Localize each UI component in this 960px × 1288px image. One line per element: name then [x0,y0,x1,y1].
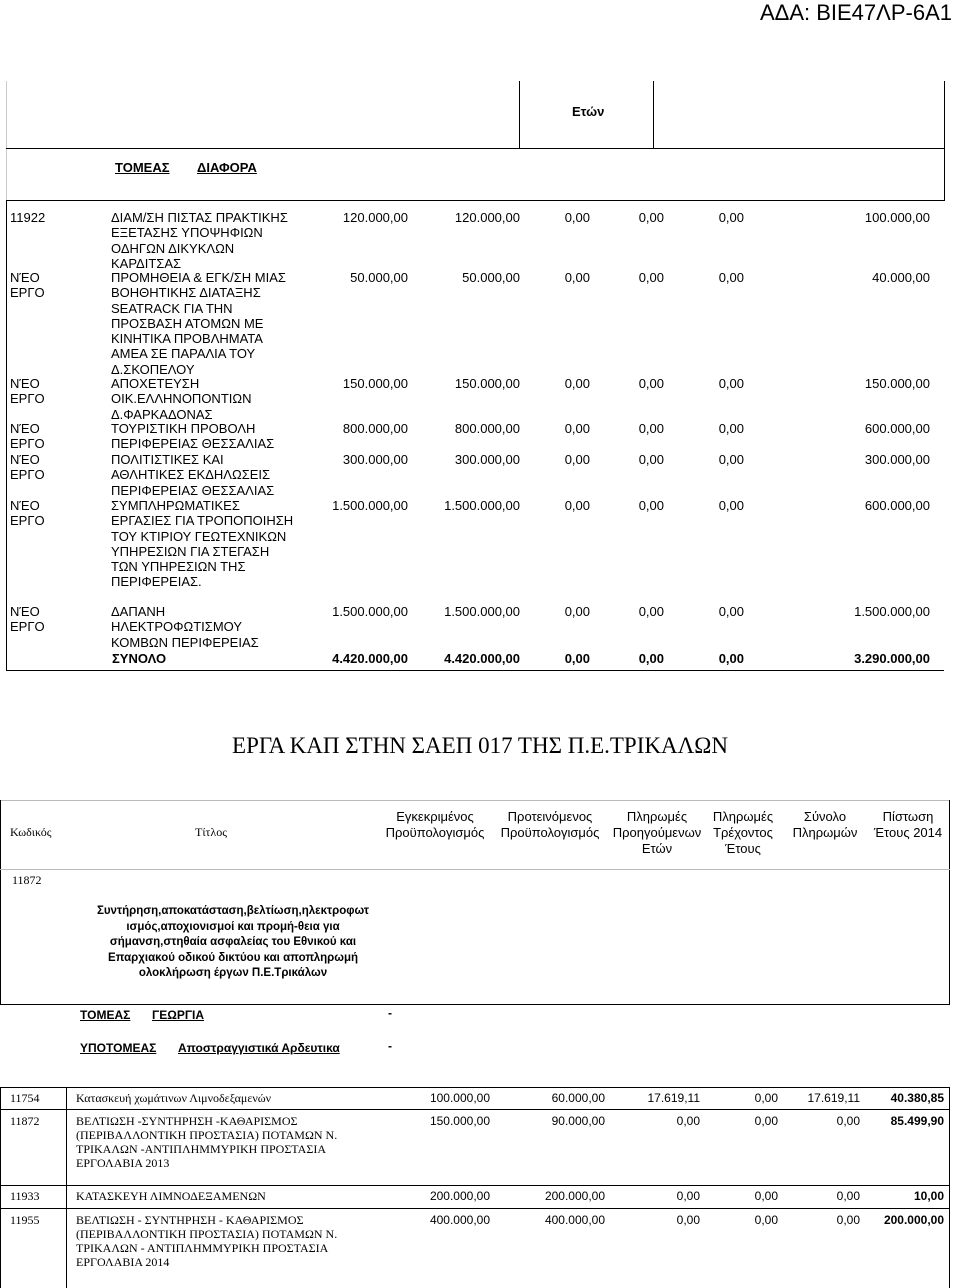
ada-code: ΑΔΑ: ΒΙΕ47ΛΡ-6Α1 [759,0,952,25]
table3-row-v3: 0,00 [676,1189,700,1203]
table1-row-v5: 0,00 [718,421,744,436]
total-v3: 0,00 [564,651,590,666]
sector-label: ΤΟΜΕΑΣ [115,160,170,175]
table2-row-code: 11872 [12,873,42,887]
table1-row-v5: 0,00 [718,270,744,285]
table1-row-v5: 0,00 [718,498,744,513]
table1-row-v5: 0,00 [718,210,744,225]
table1-row-v4: 0,00 [638,421,664,436]
table1-row-v2: 50.000,00 [462,270,520,285]
table1-row-v3: 0,00 [564,210,590,225]
table3-row-code: 11933 [10,1189,40,1203]
table1-row-title: ΤΟΥΡΙΣΤΙΚΗ ΠΡΟΒΟΛΗ ΠΕΡΙΦΕΡΕΙΑΣ ΘΕΣΣΑΛΙΑΣ [111,421,275,452]
table1-row-code: 11922 [10,210,46,225]
subsector-value: Αποστραγγιστικά Αρδευτικα [178,1041,340,1055]
table1-row-v4: 0,00 [638,270,664,285]
total-v4: 0,00 [638,651,664,666]
table3-row-v1: 200.000,00 [429,1189,490,1203]
table3-row-v1: 100.000,00 [429,1091,490,1105]
table3-row-v6: 85.499,90 [890,1114,944,1128]
table1-row-code: ΝΈΟ ΕΡΓΟ [10,604,45,635]
table3-row-v6: 200.000,00 [883,1213,944,1227]
table3-row-v2: 400.000,00 [544,1213,605,1227]
table1-row-code: ΝΈΟ ΕΡΓΟ [10,270,45,301]
col-header-title: Τίτλος [195,825,227,839]
table3-row-title: ΚΑΤΑΣΚΕΥΗ ΛΙΜΝΟΔΕΞΑΜΕΝΩΝ [76,1189,266,1203]
table1-row-v1: 150.000,00 [342,376,408,391]
table3-row-code: 11872 [10,1114,40,1128]
table3-row-v4: 0,00 [754,1213,778,1227]
table1-row-v1: 1.500.000,00 [332,498,408,513]
table1-row-v2: 1.500.000,00 [444,498,520,513]
col-header-prev-payments: Πληρωμές Προηγούμενων Ετών [612,809,702,856]
table1-row-v1: 1.500.000,00 [332,604,408,619]
table1-row-v4: 0,00 [638,452,664,467]
table1-row-v3: 0,00 [564,604,590,619]
table1-row-v6: 40.000,00 [872,270,930,285]
table3-row-v6: 10,00 [913,1189,944,1203]
table1-row-v2: 150.000,00 [454,376,520,391]
table1-row-v6: 600.000,00 [864,498,930,513]
table3-row-v1: 400.000,00 [429,1213,490,1227]
table1-row-v5: 0,00 [718,604,744,619]
sector-value: ΔΙΑΦΟΡΑ [197,160,257,175]
table1-row-code: ΝΈΟ ΕΡΓΟ [10,498,45,529]
table1-row-v6: 300.000,00 [864,452,930,467]
col-header-total-payments: Σύνολο Πληρωμών [792,809,858,840]
total-v5: 0,00 [718,651,744,666]
table1-row-v1: 800.000,00 [342,421,408,436]
col-header-approved: Εγκεκριμένος Προϋπολογισμός [385,809,485,840]
table3-row-v4: 0,00 [754,1091,778,1105]
table1-row-v2: 120.000,00 [454,210,520,225]
col-header-credit: Πίστωση Έτους 2014 [873,809,943,840]
table3-row-v2: 200.000,00 [544,1189,605,1203]
table1-row-code: ΝΈΟ ΕΡΓΟ [10,421,45,452]
table1-row-code: ΝΈΟ ΕΡΓΟ [10,452,45,483]
table1-row-title: ΔΑΠΑΝΗ ΗΛΕΚΤΡΟΦΩΤΙΣΜΟΥ ΚΟΜΒΩΝ ΠΕΡΙΦΕΡΕΙΑΣ [111,604,259,650]
col-header-current-payments: Πληρωμές Τρέχοντος Έτους [712,809,774,856]
table3-row-v3: 17.619,11 [647,1091,700,1105]
table1-row-title: ΠΡΟΜΗΘΕΙΑ & ΕΓΚ/ΣΗ ΜΙΑΣ ΒΟΗΘΗΤΙΚΗΣ ΔΙΑΤΑΞΗΣ SEATRACK ΓΙΑ ΤΗΝ ΠΡΟΣΒΑΣΗ ΑΤΟΜΩΝ ΜΕ ΚΙΝΗΤΙΚΑ ΠΡΟΒΛΗΜΑΤΑ ΑΜΕΑ ΣΕ ΠΑΡΑΛΙΑ ΤΟΥ Δ.ΣΚΟΠΕΛΟΥ [111,270,286,377]
table3-row-v5: 0,00 [836,1114,860,1128]
total-label: ΣΥΝΟΛΟ [112,651,167,666]
table3-row-v5: 0,00 [836,1213,860,1227]
table1-row-title: ΔΙΑΜ/ΣΗ ΠΙΣΤΑΣ ΠΡΑΚΤΙΚΗΣ ΕΞΕΤΑΣΗΣ ΥΠΟΨΗΦΙΩΝ ΟΔΗΓΩΝ ΔΙΚΥΚΛΩΝ ΚΑΡΔΙΤΣΑΣ [111,210,288,271]
table1-row-v1: 300.000,00 [342,452,408,467]
table1-row-v4: 0,00 [638,376,664,391]
table3-row-v3: 0,00 [676,1213,700,1227]
table1-row-v3: 0,00 [564,452,590,467]
table1-row-title: ΑΠΟΧΕΤΕΥΣΗ ΟΙΚ.ΕΛΛΗΝΟΠΟΝΤΙΩΝ Δ.ΦΑΡΚΑΔΟΝΑΣ [111,376,252,422]
table3-row-v2: 90.000,00 [551,1114,605,1128]
table3-row-v4: 0,00 [754,1114,778,1128]
table1-row-code: ΝΈΟ ΕΡΓΟ [10,376,45,407]
table1-row-v2: 1.500.000,00 [444,604,520,619]
table3-row-v5: 17.619,11 [807,1091,860,1105]
table1-row-v2: 800.000,00 [454,421,520,436]
table1-row-v6: 600.000,00 [864,421,930,436]
header-years-cell: Ετών [572,104,605,119]
table1-row-v6: 150.000,00 [864,376,930,391]
table1-row-v3: 0,00 [564,270,590,285]
table1-row-v3: 0,00 [564,376,590,391]
table3-row-title: ΒΕΛΤΙΩΣΗ -ΣΥΝΤΗΡΗΣΗ -ΚΑΘΑΡΙΣΜΟΣ (ΠΕΡΙΒΑΛΛΟΝΤΙΚΗ ΠΡΟΣΤΑΣΙΑ) ΠΟΤΑΜΩΝ Ν. ΤΡΙΚΑΛΩΝ -ΑΝΤΙΠΛΗΜΜΥΡΙΚΗ ΠΡΟΣΤΑΣΙΑ ΕΡΓΟΛΑΒΙΑ 2013 [76,1114,338,1170]
table1-row-v5: 0,00 [718,376,744,391]
table1-row-title: ΠΟΛΙΤΙΣΤΙΚΕΣ ΚΑΙ ΑΘΛΗΤΙΚΕΣ ΕΚΔΗΛΩΣΕΙΣ ΠΕΡΙΦΕΡΕΙΑΣ ΘΕΣΣΑΛΙΑΣ [111,452,275,498]
sector2-dash: - [388,1006,392,1020]
table3-row-title: ΒΕΛΤΙΩΣΗ - ΣΥΝΤΗΡΗΣΗ - ΚΑΘΑΡΙΣΜΟΣ (ΠΕΡΙΒΑΛΛΟΝΤΙΚΗ ΠΡΟΣΤΑΣΙΑ) ΠΟΤΑΜΩΝ Ν. ΤΡΙΚΑΛΩΝ - ΑΝΤΙΠΛΗΜΜΥΡΙΚΗ ΠΡΟΣΤΑΣΙΑ ΕΡΓΟΛΑΒΙΑ 2014 [76,1213,338,1269]
table3-row-v2: 60.000,00 [551,1091,605,1105]
table1-row-v1: 50.000,00 [350,270,408,285]
table2-row-title: Συντήρηση,αποκατάσταση,βελτίωση,ηλεκτροφωτ ισμός,αποχιονισμοί και προμή-θεια για σήμανση,στηθαία ασφαλείας του Εθνικού και Επαρχιακού οδικού δικτύου και αποπληρωμή ολοκλήρωση έργων Π.Ε.Τρικάλων [96,905,370,979]
col-header-code: Κωδικός [10,825,52,839]
table1-row-v4: 0,00 [638,604,664,619]
sector2-label: ΤΟΜΕΑΣ [80,1008,131,1022]
table3-row-v4: 0,00 [754,1189,778,1203]
total-v2: 4.420.000,00 [444,651,520,666]
table1-row-v4: 0,00 [638,498,664,513]
table3-row-v1: 150.000,00 [429,1114,490,1128]
subsector-label: ΥΠΟΤΟΜΕΑΣ [80,1041,157,1055]
subsector-dash: - [388,1039,392,1053]
table3-row-v3: 0,00 [676,1114,700,1128]
table1-row-v3: 0,00 [564,498,590,513]
table1-row-v3: 0,00 [564,421,590,436]
table3-row-v6: 40.380,85 [890,1091,944,1105]
section1-frame [6,81,945,201]
table3-row-title: Κατασκευή χωμάτινων Λιμνοδεξαμενών [76,1091,272,1105]
total-v6: 3.290.000,00 [854,651,930,666]
table3-row-v5: 0,00 [836,1189,860,1203]
col-header-proposed: Προτεινόμενος Προϋπολογισμός [500,809,600,840]
table1-row-v6: 1.500.000,00 [854,604,930,619]
total-v1: 4.420.000,00 [332,651,408,666]
sector2-value: ΓΕΩΡΓΙΑ [152,1008,205,1022]
table1-row-v5: 0,00 [718,452,744,467]
page-heading: ΕΡΓΑ ΚΑΠ ΣΤΗΝ ΣΑΕΠ 017 ΤΗΣ Π.Ε.ΤΡΙΚΑΛΩΝ [232,733,728,758]
table1-row-v6: 100.000,00 [864,210,930,225]
table1-row-title: ΣΥΜΠΛΗΡΩΜΑΤΙΚΕΣ ΕΡΓΑΣΙΕΣ ΓΙΑ ΤΡΟΠΟΠΟΙΗΣΗ ΤΟΥ ΚΤΙΡΙΟΥ ΓΕΩΤΕΧΝΙΚΩΝ ΥΠΗΡΕΣΙΩΝ ΓΙΑ ΣΤΕΓΑΣΗ ΤΩΝ ΥΠΗΡΕΣΙΩΝ ΤΗΣ ΠΕΡΙΦΕΡΕΙΑΣ. [111,498,294,590]
table1-row-v4: 0,00 [638,210,664,225]
table3-row-code: 11754 [10,1091,40,1105]
table3-row-code: 11955 [10,1213,40,1227]
table1-row-v1: 120.000,00 [342,210,408,225]
table1-row-v2: 300.000,00 [454,452,520,467]
